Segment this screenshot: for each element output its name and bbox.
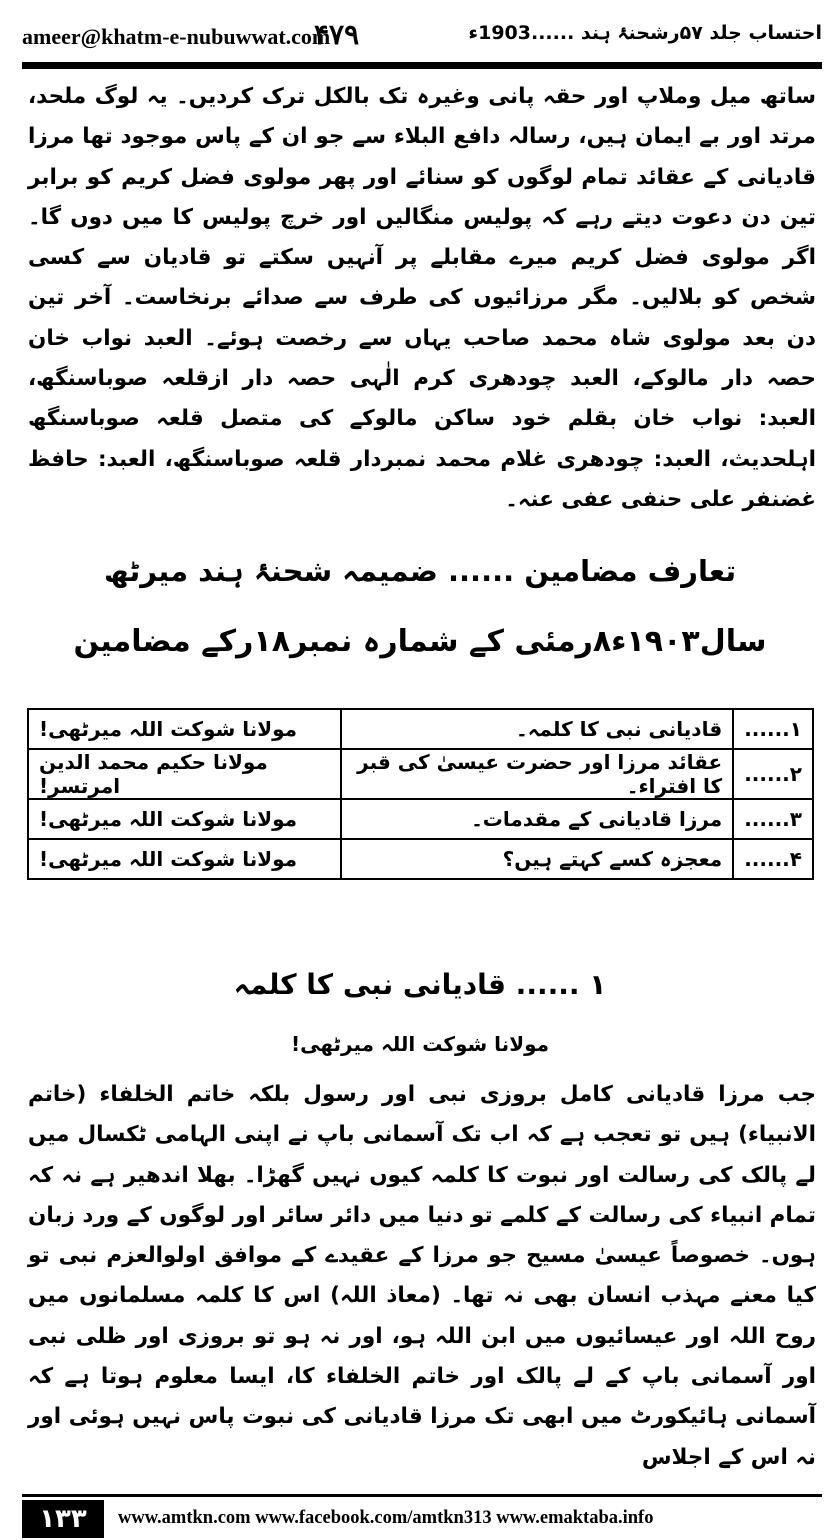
contents-row bbox=[28, 749, 813, 799]
header-page-number: ۴۷۹ bbox=[314, 18, 360, 51]
article-body: جب مرزا قادیانی کامل بروزی نبی اور رسول بلکہ خاتم الخلفاء (خاتم الانبیاء) ہیں تو تعجب ہے کہ اب تک آسمانی باپ نے اپنی الہامی ٹکسال میں لے پالک کی رسالت اور نبوت کا کلمہ کیوں نہیں گھڑا۔ بھلا اندھیر ہے نہ کہ تمام انبیاء کی رسالت کے کلمے تو دنیا میں دائر سائر اور لوگوں کے ورد زبان ہوں۔ خصوصاً عیسیٰ مسیح جو مرزا کے عقیدے کے موافق اولوالعزم نبی تو کیا معنے مہذب انسان بھی نہ تھا۔ (معاذ اللہ) اس کا کلمہ مسلمانوں میں روح اللہ اور عیسائیوں میں ابن اللہ ہو، اور نہ ہو تو بروزی اور ظلی نبی اور آسمانی باپ کے لے پالک اور خاتم الخلفاء کا، ایسا معلوم ہوتا ہے کہ آسمانی ہائیکورٹ میں ابھی تک مرزا قادیانی کی نبوت پاس نہیں ہوئی اور نہ اس کے اجلاس bbox=[28, 1082, 816, 1470]
contents-number: ۳...... bbox=[733, 799, 813, 839]
contents-row bbox=[28, 799, 813, 839]
contents-author: مولانا شوکت اللہ میرٹھی! bbox=[28, 799, 341, 839]
footer-rule bbox=[22, 1494, 822, 1497]
contents-title: معجزہ کسے کہتے ہیں؟ bbox=[341, 839, 733, 879]
article-author: مولانا شوکت اللہ میرٹھی! bbox=[290, 1032, 550, 1056]
contents-row bbox=[28, 839, 813, 879]
contents-number: ۴...... bbox=[733, 839, 813, 879]
article-title: ۱ ...... قادیانی نبی کا کلمہ bbox=[233, 968, 607, 1001]
header-journal-title: احتساب جلد ۵۷رشحنۂ ہند ......1903ء bbox=[468, 22, 822, 44]
section-heading: تعارف مضامین ...... ضمیمہ شحنۂ ہند میرٹھ bbox=[103, 554, 737, 588]
contents-number: ۲...... bbox=[733, 749, 813, 799]
contents-title: مرزا قادیانی کے مقدمات۔ bbox=[341, 799, 733, 839]
page-header bbox=[22, 18, 822, 58]
intro-paragraph: ساتھ میل وملاپ اور حقہ پانی وغیرہ تک بالکل ترک کردیں۔ یہ لوگ ملحد، مرتد اور بے ایمان ہیں، رسالہ دافع البلاء سے جو ان کے پاس موجود تھا مرزا قادیانی کے عقائد تمام لوگوں کو سنائے اور پھر مولوی فضل کریم کو برابر تین دن دعوت دیتے رہے کہ پولیس منگالیں اور خرچ پولیس کا میں دوں گا۔ اگر مولوی فضل کریم میرے مقابلے پر آنہیں سکتے تو قادیان سے کسی شخص کو بلالیں۔ مگر مرزائیوں کی طرف سے صدائے برنخاست۔ آخر تین دن بعد مولوی شاہ محمد صاحب یہاں سے رخصت ہوئے۔ العبد نواب خان حصہ دار مالوکے، العبد چودھری کرم الٰہی حصہ دار ازقلعہ صوباسنگھ، العبد: نواب خان بقلم خود ساکن مالوکے کی متصل قلعہ صوباسنگھ اہلحدیث، العبد: چودھری غلام محمد نمبردار قلعہ صوباسنگھ، العبد: حافظ غضنفر علی حنفی عفی عنہ۔ bbox=[28, 84, 816, 512]
header-email: ameer@khatm-e-nubuwwat.com bbox=[22, 24, 331, 49]
book-page-number: ۱۳۳ bbox=[22, 1500, 104, 1538]
contents-title: عقائد مرزا اور حضرت عیسیٰ کی قبر کا افتراء۔ bbox=[341, 749, 733, 799]
contents-table bbox=[27, 708, 814, 880]
issue-heading: سال۱۹۰۳ء۸رمئی کے شمارہ نمبر۱۸رکے مضامین bbox=[73, 624, 767, 659]
contents-author: مولانا حکیم محمد الدین امرتسر! bbox=[28, 749, 341, 799]
contents-number: ۱...... bbox=[733, 709, 813, 749]
header-rule bbox=[22, 62, 822, 69]
contents-author: مولانا شوکت اللہ میرٹھی! bbox=[28, 839, 341, 879]
contents-title: قادیانی نبی کا کلمہ۔ bbox=[341, 709, 733, 749]
footer-urls: www.amtkn.com www.facebook.com/amtkn313 www.emaktaba.info bbox=[118, 1508, 654, 1528]
contents-row bbox=[28, 709, 813, 749]
contents-author: مولانا شوکت اللہ میرٹھی! bbox=[28, 709, 341, 749]
